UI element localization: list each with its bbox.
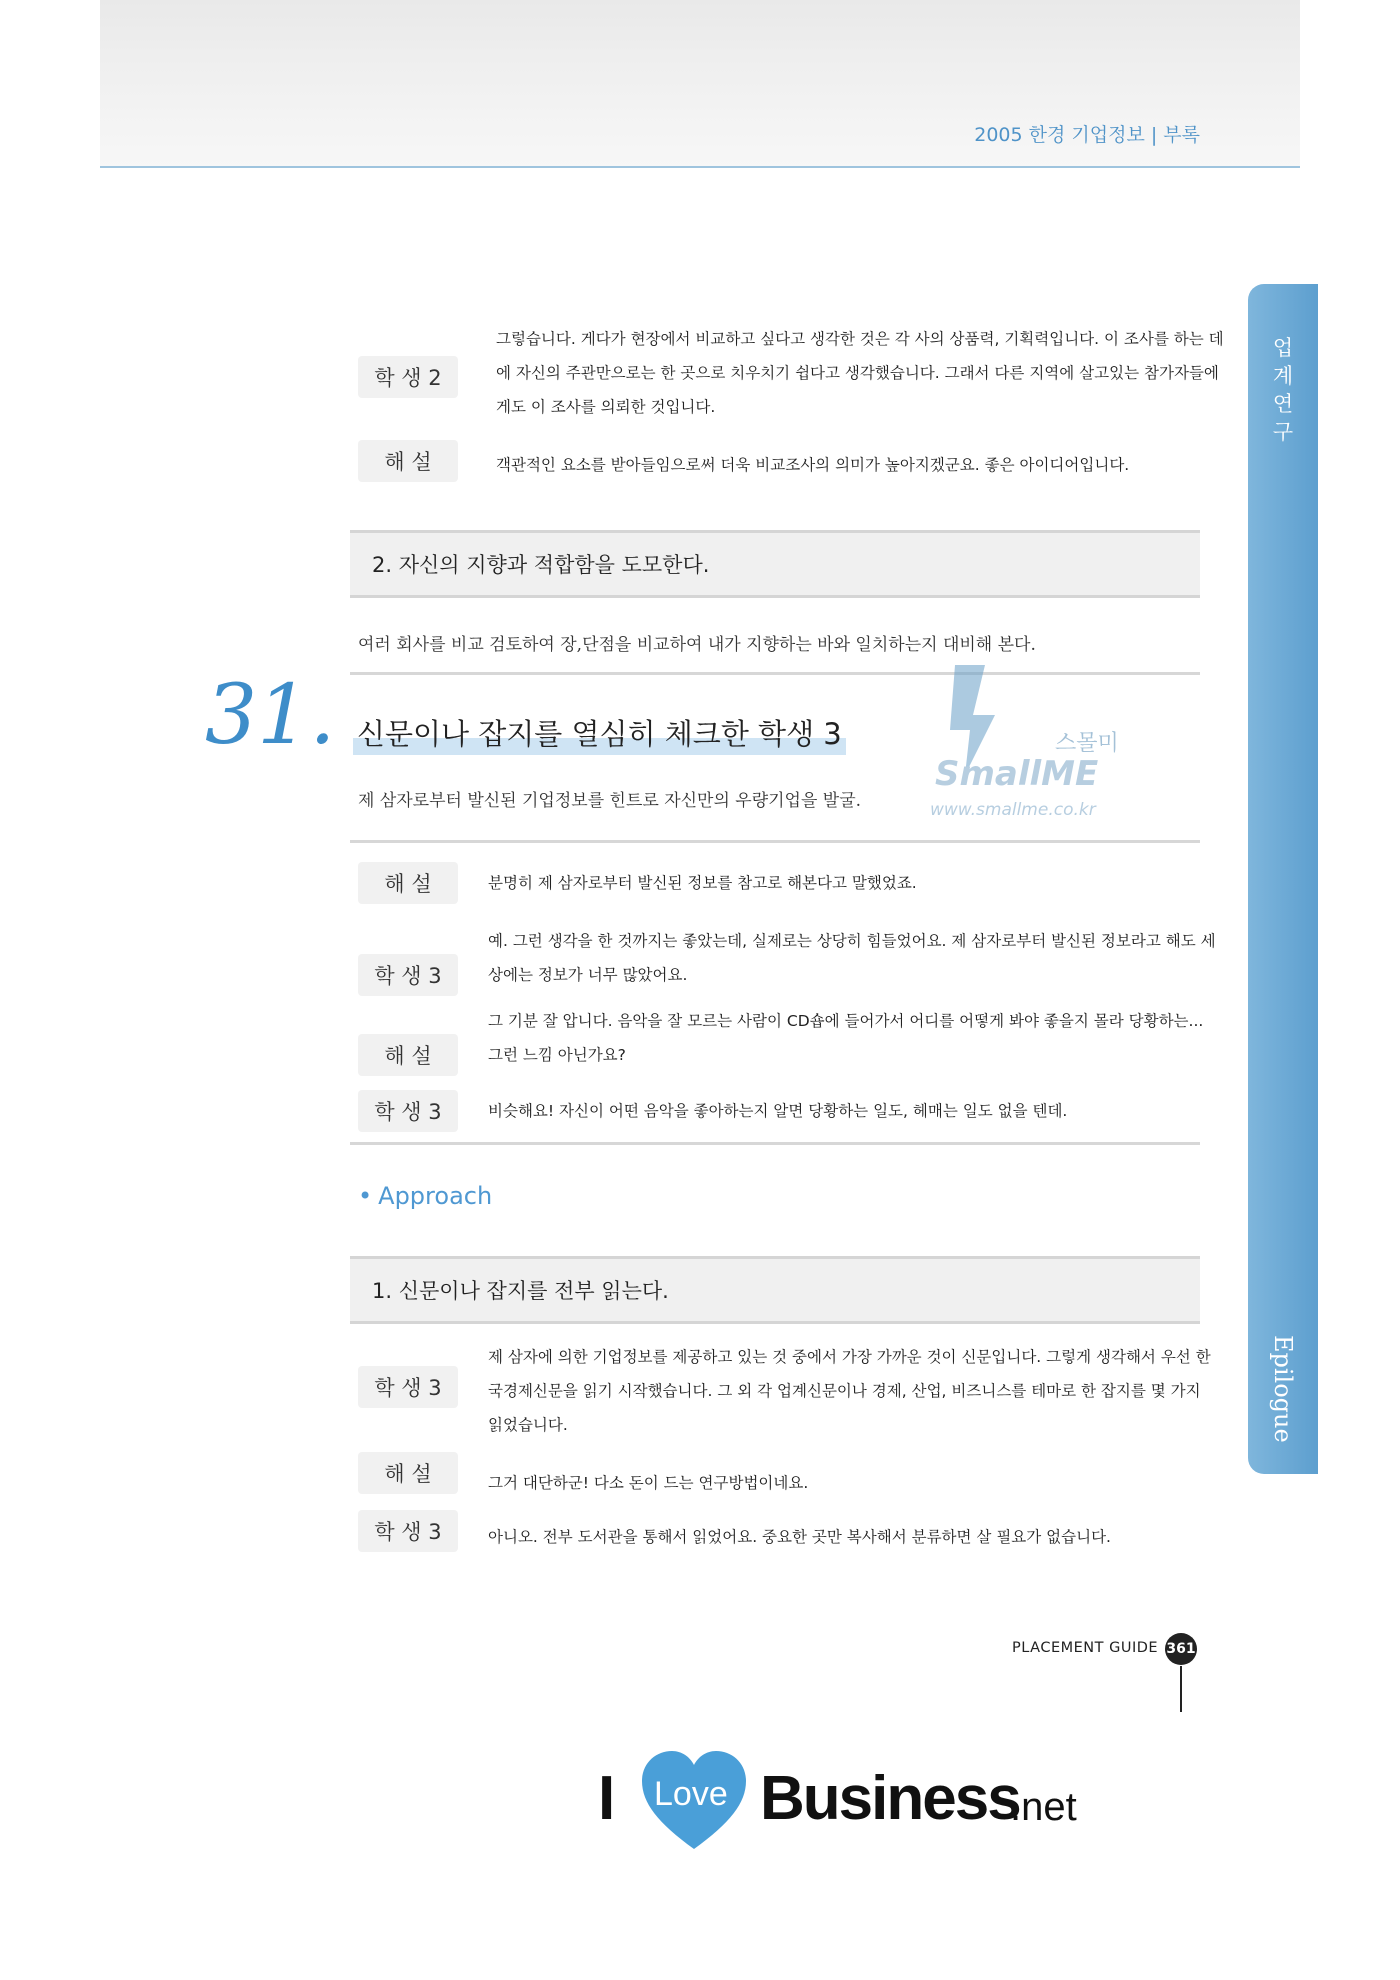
speech-text: 아니오. 전부 도서관을 통해서 읽었어요. 중요한 곳만 복사해서 분류하면 살 필요가 없습니다. bbox=[488, 1528, 1111, 1546]
section-body-line: 여러 회사를 비교 검토하여 장,단점을 비교하여 내가 지향하는 바와 일치하는지 대비해 본다. bbox=[358, 635, 1036, 655]
ilovebusiness-logo bbox=[598, 1745, 1098, 1855]
speech-text: 제 삼자에 의한 기업정보를 제공하고 있는 것 중에서 가장 가까운 것이 신문입니다. 그렇게 생각해서 우선 한국경제신문을 읽기 시작했습니다. 그 외 각 업계신문이나 경제, 산업, 비즈니스를 테마로 한 잡지를 몇 가지 읽었습니다. bbox=[488, 1348, 1211, 1434]
header-divider bbox=[100, 166, 1300, 168]
divider bbox=[350, 1142, 1200, 1145]
speaker-label: 해 설 bbox=[358, 1452, 458, 1494]
running-header: 2005 한경 기업정보 | 부록 bbox=[974, 124, 1200, 146]
speaker-label: 학 생 2 bbox=[358, 356, 458, 398]
divider bbox=[350, 840, 1200, 843]
speech-text: 그거 대단하군! 다소 돈이 드는 연구방법이네요. bbox=[488, 1474, 809, 1492]
side-tab bbox=[1248, 284, 1318, 1474]
footer-guide-label: PLACEMENT GUIDE bbox=[1012, 1640, 1159, 1656]
side-tab-glyph: 계 bbox=[1272, 364, 1294, 388]
approach-heading: • Approach bbox=[358, 1182, 493, 1210]
watermark-stamp bbox=[925, 655, 1155, 835]
speech-text: 비슷해요! 자신이 어떤 음악을 좋아하는지 알면 당황하는 일도, 헤매는 일도 없을 텐데. bbox=[488, 1102, 1068, 1120]
speaker-label: 해 설 bbox=[358, 440, 458, 482]
chapter-number: 31. bbox=[205, 668, 336, 763]
section-title: 1. 신문이나 잡지를 전부 읽는다. bbox=[372, 1279, 669, 1303]
logo-business: Business bbox=[760, 1764, 1020, 1833]
logo-love: Love bbox=[654, 1775, 728, 1813]
side-tab-top-text bbox=[1248, 334, 1318, 446]
logo-i: I bbox=[598, 1764, 616, 1833]
speaker-label: 학 생 3 bbox=[358, 1366, 458, 1408]
speech-text: 그렇습니다. 게다가 현장에서 비교하고 싶다고 생각한 것은 각 사의 상품력, 기획력입니다. 이 조사를 하는 데에 자신의 주관만으로는 한 곳으로 치우치기 쉽다고 생각했습니다. 그래서 다른 지역에 살고있는 참가자들에게도 이 조사를 의뢰한 것입니다. bbox=[496, 330, 1224, 416]
speaker-label: 학 생 3 bbox=[358, 954, 458, 996]
section-heading-bar bbox=[350, 530, 1200, 598]
stamp-url: www.smallme.co.kr bbox=[930, 800, 1096, 820]
speaker-label: 학 생 3 bbox=[358, 1510, 458, 1552]
section-heading-bar bbox=[350, 1256, 1200, 1324]
logo-net: .net bbox=[1010, 1785, 1077, 1829]
side-tab-glyph: 구 bbox=[1272, 420, 1294, 444]
side-tab-glyph: 연 bbox=[1272, 392, 1294, 416]
chapter-subtitle: 제 삼자로부터 발신된 기업정보를 힌트로 자신만의 우량기업을 발굴. bbox=[358, 791, 862, 811]
page-number: 361 bbox=[1165, 1633, 1197, 1665]
side-tab-glyph: 업 bbox=[1272, 336, 1294, 360]
speech-text: 분명히 제 삼자로부터 발신된 정보를 참고로 해본다고 말했었죠. bbox=[488, 874, 917, 892]
stamp-brand-en: SmallME bbox=[935, 754, 1099, 794]
page-marker-line bbox=[1180, 1666, 1182, 1712]
bullet-icon: • bbox=[358, 1182, 373, 1210]
speaker-label: 학 생 3 bbox=[358, 1090, 458, 1132]
side-tab-top-label bbox=[1248, 334, 1318, 446]
stamp-brand-kr: 스몰미 bbox=[1055, 731, 1119, 756]
speaker-label: 해 설 bbox=[358, 1034, 458, 1076]
speech-text: 객관적인 요소를 받아들임으로써 더욱 비교조사의 의미가 높아지겠군요. 좋은 아이디어입니다. bbox=[496, 456, 1130, 474]
speech-text: 예. 그런 생각을 한 것까지는 좋았는데, 실제로는 상당히 힘들었어요. 제 삼자로부터 발신된 정보라고 해도 세상에는 정보가 너무 많았어요. bbox=[488, 932, 1216, 984]
side-tab-bottom-label: Epilogue bbox=[1269, 1335, 1297, 1443]
speaker-label: 해 설 bbox=[358, 862, 458, 904]
chapter-title: 신문이나 잡지를 열심히 체크한 학생 3 bbox=[353, 712, 846, 755]
section-title: 2. 자신의 지향과 적합함을 도모한다. bbox=[372, 553, 710, 577]
speech-text: 그 기분 잘 압니다. 음악을 잘 모르는 사람이 CD숍에 들어가서 어디를 어떻게 봐야 좋을지 몰라 당황하는... 그런 느낌 아닌가요? bbox=[488, 1012, 1204, 1064]
